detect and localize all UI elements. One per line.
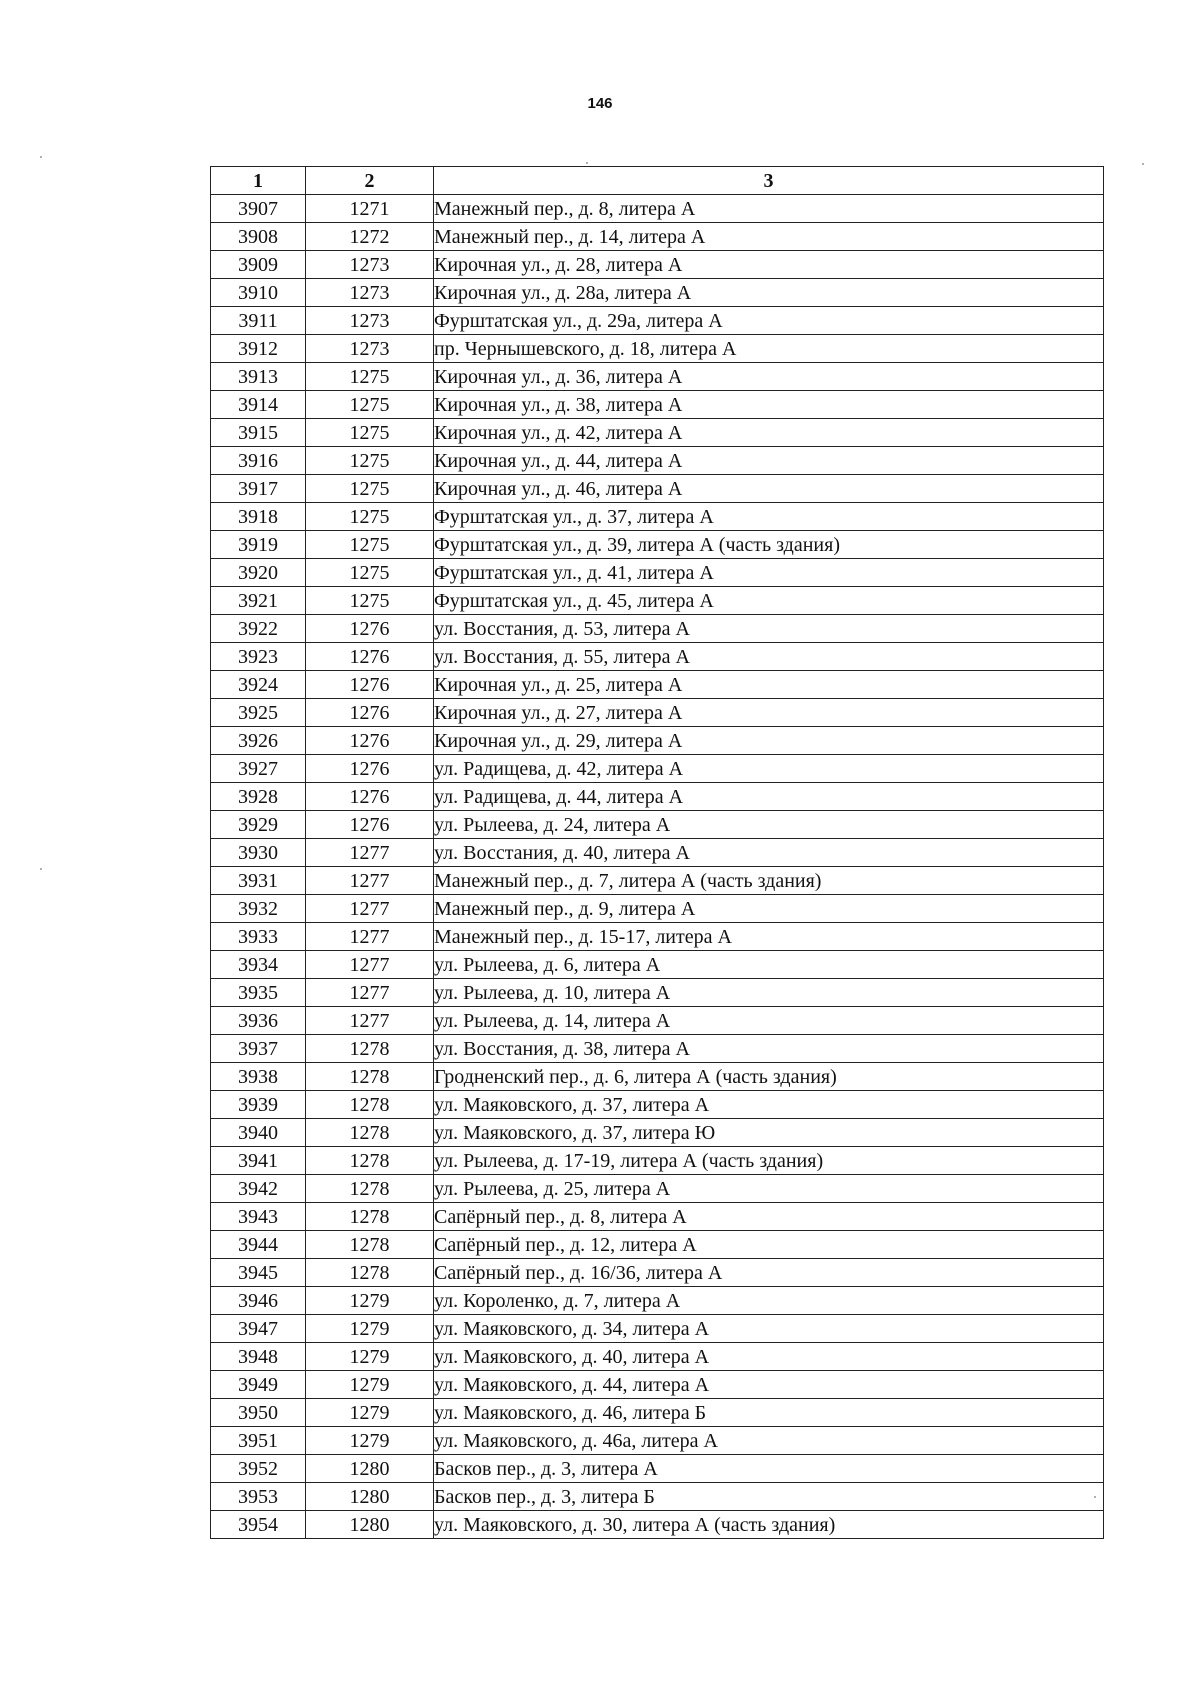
- row-number-cell: 3930: [211, 839, 306, 867]
- address-cell: ул. Маяковского, д. 37, литера Ю: [434, 1119, 1104, 1147]
- table-row: [211, 1063, 1104, 1091]
- block-number-cell: 1276: [306, 615, 434, 643]
- row-number-cell: 3913: [211, 363, 306, 391]
- block-number-cell: 1273: [306, 279, 434, 307]
- row-number-cell: 3927: [211, 755, 306, 783]
- address-cell: Кирочная ул., д. 38, литера А: [434, 391, 1104, 419]
- block-number-cell: 1278: [306, 1231, 434, 1259]
- table-row: [211, 1455, 1104, 1483]
- block-number-cell: 1275: [306, 503, 434, 531]
- table-row: [211, 531, 1104, 559]
- row-number-cell: 3938: [211, 1063, 306, 1091]
- table-row: [211, 615, 1104, 643]
- address-cell: Манежный пер., д. 9, литера А: [434, 895, 1104, 923]
- table-row: [211, 587, 1104, 615]
- block-number-cell: 1276: [306, 783, 434, 811]
- table-row: [211, 1035, 1104, 1063]
- row-number-cell: 3923: [211, 643, 306, 671]
- table-row: [211, 699, 1104, 727]
- block-number-cell: 1275: [306, 475, 434, 503]
- address-cell: Кирочная ул., д. 44, литера А: [434, 447, 1104, 475]
- block-number-cell: 1278: [306, 1063, 434, 1091]
- block-number-cell: 1278: [306, 1035, 434, 1063]
- row-number-cell: 3921: [211, 587, 306, 615]
- block-number-cell: 1278: [306, 1091, 434, 1119]
- address-cell: ул. Рылеева, д. 6, литера А: [434, 951, 1104, 979]
- table-row: [211, 279, 1104, 307]
- table-row: [211, 1371, 1104, 1399]
- row-number-cell: 3940: [211, 1119, 306, 1147]
- block-number-cell: 1277: [306, 979, 434, 1007]
- table-row: [211, 643, 1104, 671]
- block-number-cell: 1275: [306, 391, 434, 419]
- block-number-cell: 1271: [306, 195, 434, 223]
- row-number-cell: 3925: [211, 699, 306, 727]
- table-row: [211, 1427, 1104, 1455]
- table-row: [211, 1091, 1104, 1119]
- address-cell: Кирочная ул., д. 28а, литера А: [434, 279, 1104, 307]
- table-row: [211, 1259, 1104, 1287]
- block-number-cell: 1277: [306, 895, 434, 923]
- table-row: [211, 727, 1104, 755]
- address-cell: ул. Маяковского, д. 44, литера А: [434, 1371, 1104, 1399]
- address-cell: ул. Восстания, д. 53, литера А: [434, 615, 1104, 643]
- address-cell: ул. Маяковского, д. 37, литера А: [434, 1091, 1104, 1119]
- row-number-cell: 3945: [211, 1259, 306, 1287]
- row-number-cell: 3916: [211, 447, 306, 475]
- row-number-cell: 3948: [211, 1343, 306, 1371]
- row-number-cell: 3946: [211, 1287, 306, 1315]
- block-number-cell: 1279: [306, 1287, 434, 1315]
- block-number-cell: 1278: [306, 1175, 434, 1203]
- row-number-cell: 3943: [211, 1203, 306, 1231]
- address-cell: Манежный пер., д. 7, литера А (часть здания): [434, 867, 1104, 895]
- block-number-cell: 1273: [306, 251, 434, 279]
- address-cell: ул. Радищева, д. 44, литера А: [434, 783, 1104, 811]
- block-number-cell: 1278: [306, 1259, 434, 1287]
- row-number-cell: 3949: [211, 1371, 306, 1399]
- block-number-cell: 1277: [306, 1007, 434, 1035]
- row-number-cell: 3914: [211, 391, 306, 419]
- row-number-cell: 3951: [211, 1427, 306, 1455]
- block-number-cell: 1277: [306, 923, 434, 951]
- row-number-cell: 3915: [211, 419, 306, 447]
- row-number-cell: 3950: [211, 1399, 306, 1427]
- row-number-cell: 3952: [211, 1455, 306, 1483]
- row-number-cell: 3931: [211, 867, 306, 895]
- address-cell: Фурштатская ул., д. 37, литера А: [434, 503, 1104, 531]
- table-body: [211, 195, 1104, 1539]
- page-number: 146: [587, 95, 613, 112]
- block-number-cell: 1275: [306, 419, 434, 447]
- block-number-cell: 1280: [306, 1483, 434, 1511]
- address-cell: Кирочная ул., д. 46, литера А: [434, 475, 1104, 503]
- table-row: [211, 363, 1104, 391]
- table-row: [211, 811, 1104, 839]
- address-cell: пр. Чернышевского, д. 18, литера А: [434, 335, 1104, 363]
- block-number-cell: 1276: [306, 727, 434, 755]
- row-number-cell: 3929: [211, 811, 306, 839]
- block-number-cell: 1277: [306, 839, 434, 867]
- block-number-cell: 1277: [306, 867, 434, 895]
- header-row: [211, 167, 1104, 195]
- row-number-cell: 3939: [211, 1091, 306, 1119]
- address-cell: Сапёрный пер., д. 12, литера А: [434, 1231, 1104, 1259]
- table-row: [211, 1203, 1104, 1231]
- block-number-cell: 1279: [306, 1343, 434, 1371]
- block-number-cell: 1278: [306, 1119, 434, 1147]
- table-row: [211, 783, 1104, 811]
- table-row: [211, 923, 1104, 951]
- row-number-cell: 3935: [211, 979, 306, 1007]
- address-cell: ул. Маяковского, д. 34, литера А: [434, 1315, 1104, 1343]
- row-number-cell: 3928: [211, 783, 306, 811]
- address-cell: Фурштатская ул., д. 45, литера А: [434, 587, 1104, 615]
- block-number-cell: 1275: [306, 447, 434, 475]
- block-number-cell: 1279: [306, 1427, 434, 1455]
- table-row: [211, 671, 1104, 699]
- address-cell: ул. Короленко, д. 7, литера А: [434, 1287, 1104, 1315]
- row-number-cell: 3920: [211, 559, 306, 587]
- row-number-cell: 3912: [211, 335, 306, 363]
- table-row: [211, 1511, 1104, 1539]
- address-cell: ул. Маяковского, д. 46а, литера А: [434, 1427, 1104, 1455]
- table-row: [211, 1175, 1104, 1203]
- address-cell: ул. Маяковского, д. 46, литера Б: [434, 1399, 1104, 1427]
- table-row: [211, 447, 1104, 475]
- block-number-cell: 1279: [306, 1371, 434, 1399]
- table-row: [211, 1147, 1104, 1175]
- row-number-cell: 3922: [211, 615, 306, 643]
- row-number-cell: 3936: [211, 1007, 306, 1035]
- scan-speck: [586, 162, 588, 164]
- block-number-cell: 1275: [306, 363, 434, 391]
- address-table: [210, 166, 1104, 1539]
- address-cell: ул. Рылеева, д. 10, литера А: [434, 979, 1104, 1007]
- block-number-cell: 1278: [306, 1147, 434, 1175]
- address-cell: Фурштатская ул., д. 29а, литера А: [434, 307, 1104, 335]
- address-cell: ул. Рылеева, д. 14, литера А: [434, 1007, 1104, 1035]
- table-row: [211, 335, 1104, 363]
- row-number-cell: 3942: [211, 1175, 306, 1203]
- address-cell: Фурштатская ул., д. 39, литера А (часть здания): [434, 531, 1104, 559]
- block-number-cell: 1279: [306, 1315, 434, 1343]
- row-number-cell: 3924: [211, 671, 306, 699]
- table-row: [211, 1315, 1104, 1343]
- address-cell: ул. Восстания, д. 55, литера А: [434, 643, 1104, 671]
- row-number-cell: 3919: [211, 531, 306, 559]
- address-cell: ул. Рылеева, д. 24, литера А: [434, 811, 1104, 839]
- address-cell: ул. Рылеева, д. 25, литера А: [434, 1175, 1104, 1203]
- block-number-cell: 1276: [306, 671, 434, 699]
- table-row: [211, 1483, 1104, 1511]
- address-cell: Кирочная ул., д. 28, литера А: [434, 251, 1104, 279]
- block-number-cell: 1278: [306, 1203, 434, 1231]
- address-cell: Кирочная ул., д. 27, литера А: [434, 699, 1104, 727]
- row-number-cell: 3926: [211, 727, 306, 755]
- address-cell: Манежный пер., д. 15-17, литера А: [434, 923, 1104, 951]
- scan-speck: [40, 156, 42, 158]
- table-row: [211, 475, 1104, 503]
- address-cell: Фурштатская ул., д. 41, литера А: [434, 559, 1104, 587]
- block-number-cell: 1275: [306, 531, 434, 559]
- row-number-cell: 3934: [211, 951, 306, 979]
- row-number-cell: 3944: [211, 1231, 306, 1259]
- block-number-cell: 1279: [306, 1399, 434, 1427]
- table-row: [211, 391, 1104, 419]
- address-cell: ул. Восстания, д. 40, литера А: [434, 839, 1104, 867]
- address-cell: ул. Маяковского, д. 30, литера А (часть здания): [434, 1511, 1104, 1539]
- row-number-cell: 3932: [211, 895, 306, 923]
- table-row: [211, 867, 1104, 895]
- address-cell: Манежный пер., д. 14, литера А: [434, 223, 1104, 251]
- address-cell: Кирочная ул., д. 29, литера А: [434, 727, 1104, 755]
- table-row: [211, 1287, 1104, 1315]
- row-number-cell: 3911: [211, 307, 306, 335]
- address-cell: Басков пер., д. 3, литера А: [434, 1455, 1104, 1483]
- table-row: [211, 895, 1104, 923]
- block-number-cell: 1273: [306, 307, 434, 335]
- address-cell: Сапёрный пер., д. 16/36, литера А: [434, 1259, 1104, 1287]
- table-row: [211, 1343, 1104, 1371]
- address-cell: ул. Восстания, д. 38, литера А: [434, 1035, 1104, 1063]
- row-number-cell: 3933: [211, 923, 306, 951]
- column-header-2: 2: [306, 167, 434, 195]
- column-header-3: 3: [434, 167, 1104, 195]
- address-cell: Кирочная ул., д. 25, литера А: [434, 671, 1104, 699]
- row-number-cell: 3947: [211, 1315, 306, 1343]
- table-row: [211, 979, 1104, 1007]
- block-number-cell: 1280: [306, 1455, 434, 1483]
- table-row: [211, 195, 1104, 223]
- table-row: [211, 951, 1104, 979]
- block-number-cell: 1277: [306, 951, 434, 979]
- block-number-cell: 1272: [306, 223, 434, 251]
- address-cell: Кирочная ул., д. 36, литера А: [434, 363, 1104, 391]
- table-row: [211, 419, 1104, 447]
- block-number-cell: 1273: [306, 335, 434, 363]
- table-row: [211, 839, 1104, 867]
- table-row: [211, 307, 1104, 335]
- table-row: [211, 755, 1104, 783]
- row-number-cell: 3937: [211, 1035, 306, 1063]
- scan-speck: [40, 868, 42, 870]
- table-row: [211, 1007, 1104, 1035]
- column-header-1: 1: [211, 167, 306, 195]
- address-cell: ул. Маяковского, д. 40, литера А: [434, 1343, 1104, 1371]
- row-number-cell: 3953: [211, 1483, 306, 1511]
- address-cell: Басков пер., д. 3, литера Б: [434, 1483, 1104, 1511]
- row-number-cell: 3909: [211, 251, 306, 279]
- row-number-cell: 3941: [211, 1147, 306, 1175]
- address-cell: Гродненский пер., д. 6, литера А (часть здания): [434, 1063, 1104, 1091]
- row-number-cell: 3910: [211, 279, 306, 307]
- row-number-cell: 3954: [211, 1511, 306, 1539]
- row-number-cell: 3908: [211, 223, 306, 251]
- address-cell: ул. Рылеева, д. 17-19, литера А (часть здания): [434, 1147, 1104, 1175]
- block-number-cell: 1275: [306, 559, 434, 587]
- table-row: [211, 223, 1104, 251]
- table-row: [211, 559, 1104, 587]
- row-number-cell: 3907: [211, 195, 306, 223]
- row-number-cell: 3918: [211, 503, 306, 531]
- scan-speck: [1094, 1496, 1096, 1498]
- block-number-cell: 1276: [306, 699, 434, 727]
- address-cell: Кирочная ул., д. 42, литера А: [434, 419, 1104, 447]
- block-number-cell: 1276: [306, 643, 434, 671]
- table-row: [211, 503, 1104, 531]
- row-number-cell: 3917: [211, 475, 306, 503]
- table-row: [211, 1231, 1104, 1259]
- address-cell: ул. Радищева, д. 42, литера А: [434, 755, 1104, 783]
- table-header: [211, 167, 1104, 195]
- table-row: [211, 251, 1104, 279]
- address-cell: Манежный пер., д. 8, литера А: [434, 195, 1104, 223]
- block-number-cell: 1280: [306, 1511, 434, 1539]
- table-row: [211, 1399, 1104, 1427]
- block-number-cell: 1276: [306, 755, 434, 783]
- table-row: [211, 1119, 1104, 1147]
- scan-speck: [1142, 163, 1144, 165]
- block-number-cell: 1275: [306, 587, 434, 615]
- address-cell: Сапёрный пер., д. 8, литера А: [434, 1203, 1104, 1231]
- block-number-cell: 1276: [306, 811, 434, 839]
